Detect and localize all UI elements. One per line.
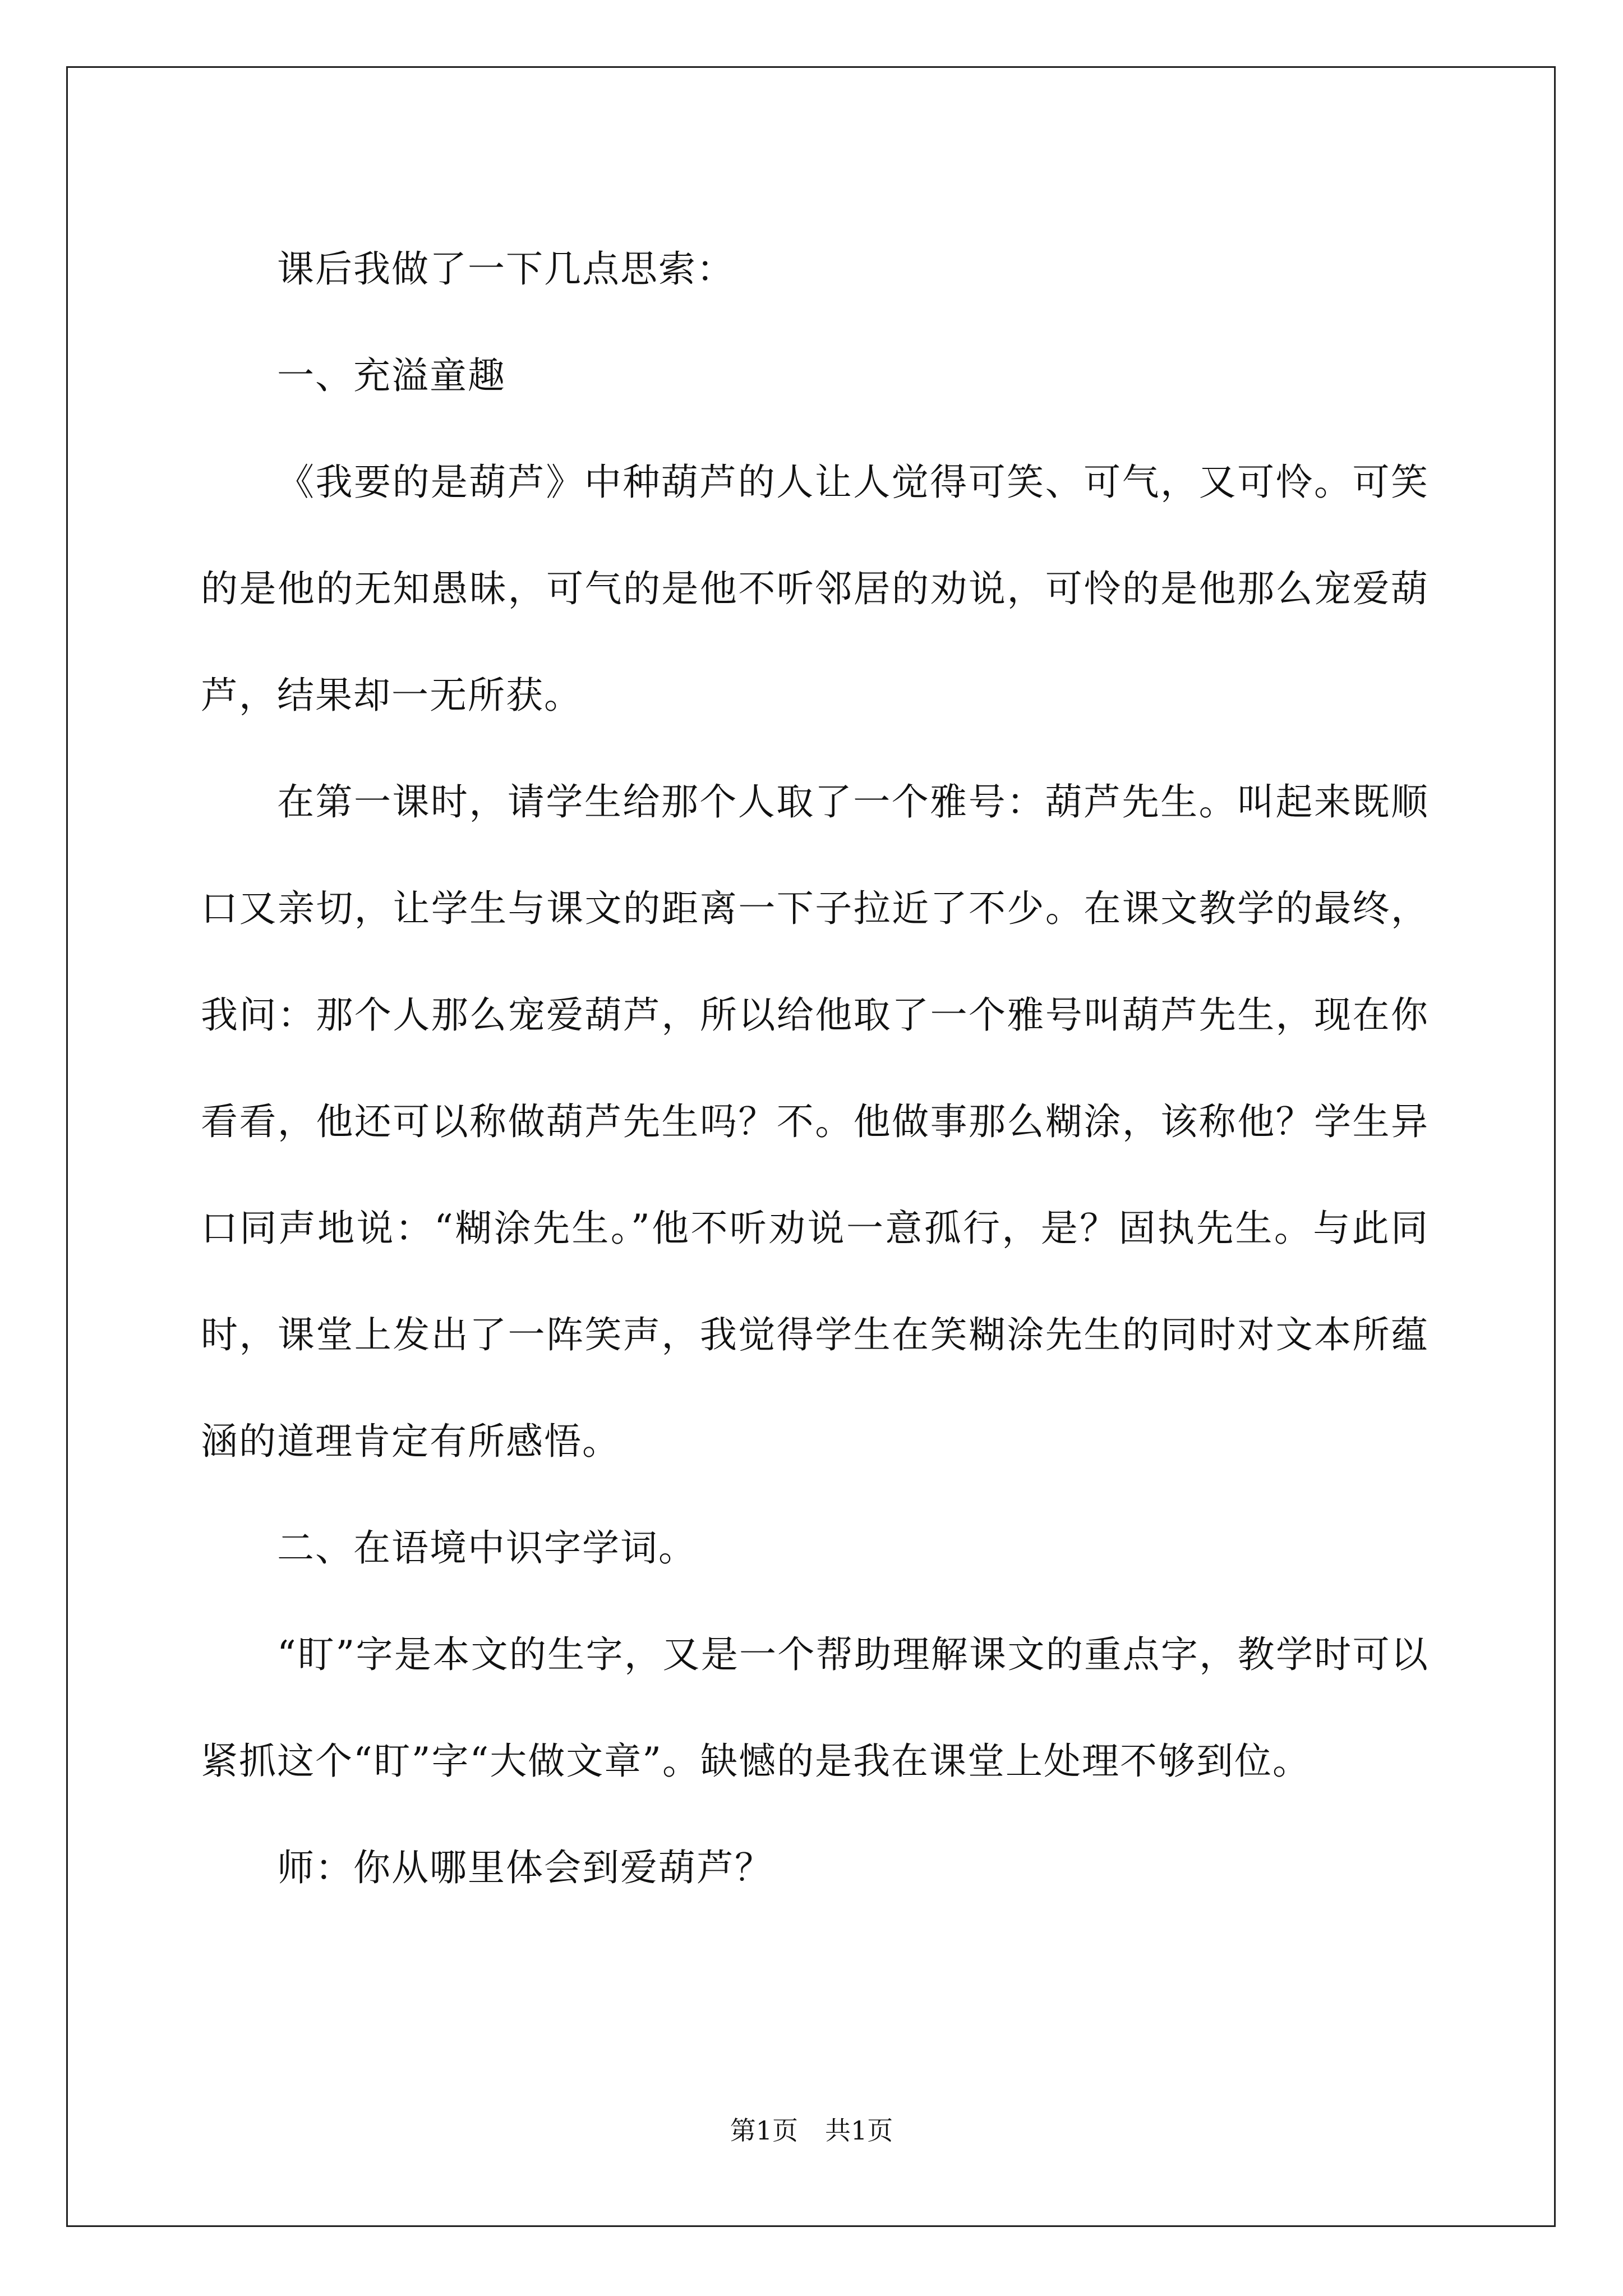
section-heading: 二、在语境中识字学词。 <box>277 1526 697 1570</box>
paragraph: 《我要的是葫芦》中种葫芦的人让人觉得可笑、可气，又可怜。可笑的是他的无知愚昧，可气的是他不听邻居的劝说，可怜的是他那么宠爱葫芦，结果却一无所获。 <box>201 461 1429 717</box>
page-footer <box>0 2110 1623 2147</box>
paragraph: 在第一课时，请学生给那个人取了一个雅号：葫芦先生。叫起来既顺口又亲切，让学生与课文的距离一下子拉近了不少。在课文教学的最终，我问：那个人那么宠爱葫芦，所以给他取了一个雅号叫葫芦先生，现在你看看，他还可以称做葫芦先生吗？不。他做事那么糊涂，该称他？学生异口同声地说：“糊涂先生。”他不听劝说一意孤行，是？固执先生。与此同时，课堂上发出了一阵笑声，我觉得学生在笑糊涂先生的同时对文本所蕴涵的道理肯定有所感悟。 <box>201 780 1429 1463</box>
paragraph: 课后我做了一下几点思索： <box>277 247 735 291</box>
paragraph: 师：你从哪里体会到爱葫芦？ <box>277 1846 773 1889</box>
section-heading: 一、充溢童趣 <box>277 354 506 397</box>
page-number: 第1页 <box>730 2115 798 2146</box>
page-total: 共1页 <box>825 2115 893 2146</box>
paragraph: “盯”字是本文的生字，又是一个帮助理解课文的重点字，教学时可以紧抓这个“盯”字“大做文章”。缺憾的是我在课堂上处理不够到位。 <box>201 1633 1429 1783</box>
document-body <box>201 216 1429 1921</box>
